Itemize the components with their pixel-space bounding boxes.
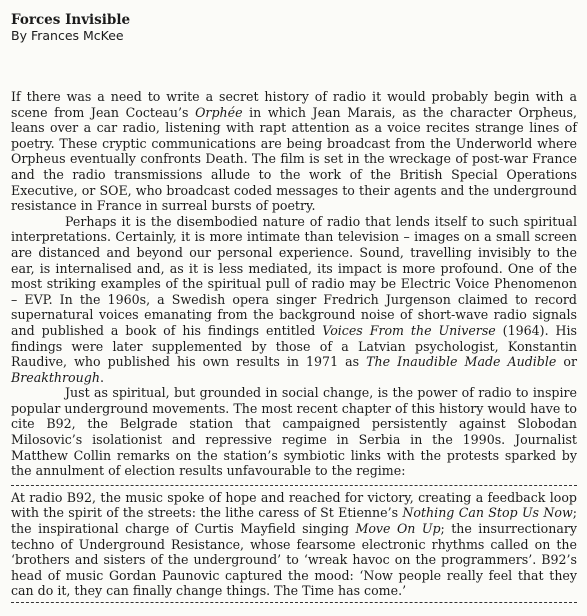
p3-text-a: Just as spiritual, but grounded in social change, is the power of radio to inspire popular underground movements. The most recent chapter of this history would have to cite B92, the Belgrade station that campaigned persistently against Slobodan Milosovic’s isolationist and repressive regime in Serbia in the 1990s. Journalist Matthew Collin remarks on the station’s symbiotic links with the protests sparked by the annulment of election results unfavourable to the regime: xyxy=(11,385,577,479)
p1-text-a: If there was a need to write a secret history of radio it would probably begin with a scene from Jean Cocteau’s xyxy=(11,89,577,120)
book-title-breakthrough: Breakthrough xyxy=(11,369,100,385)
book-title-voices: Voices From the Universe xyxy=(322,322,496,338)
film-title-orphee: Orphée xyxy=(195,104,243,120)
article xyxy=(11,12,577,603)
p2-text-e: or xyxy=(556,354,578,370)
p1-text-c: in which Jean Marais, as the character Orpheus, leans over a car radio, listening with rapt attention as a voice recites strange lines of poetry. These cryptic communications are being broadcast from the Underworld where Orpheus eventually confronts Death. The film is set in the wreckage of post-war France and the radio transmissions allude to the work of the British Special Operations Executive, or SOE, who broadcast coded messages to their agents and the underground resistance in France in surreal bursts of poetry. xyxy=(11,104,577,214)
song-title-move-on-up: Move On Up xyxy=(355,521,441,537)
article-title: Forces Invisible xyxy=(11,12,131,28)
p2-text-g: . xyxy=(99,369,104,385)
block-quote xyxy=(11,485,577,603)
paragraph-3 xyxy=(11,385,577,479)
p2-text-a: Perhaps it is the disembodied nature of radio that lends itself to such spiritual interpretations. Certainly, it is more intimate than television – images on a small screen are distanced and beyond our personal experience. Sound, travelling invisibly to the ear, is internalised and, as it is less mediated, its impact is more profound. One of the most striking examples of the spiritual pull of radio may be Electric Voice Phenomenon – EVP. In the 1960s, a Swedish opera singer Fredrich Jurgenson claimed to record supernatural voices emanating from the background noise of short-wave radio signals and published a book of his findings entitled xyxy=(11,213,577,338)
p2-text-c: (1964). His findings were later supplemented by those of a Latvian psychologist, Konstantin Raudive, who published his own results in 1971 as xyxy=(11,322,577,370)
article-body xyxy=(11,89,577,479)
quote-text-a: At radio B92, the music spoke of hope and reached for victory, creating a feedback loop with the spirit of the streets: the lithe caress of St Etienne’s xyxy=(11,489,577,521)
paragraph-2 xyxy=(11,214,577,386)
quote-text-c: ; the inspirational charge of Curtis Mayfield singing xyxy=(11,505,577,537)
quote-text-e: ; the insurrectionary techno of Underground Resistance, whose fearsome electronic rhythms called on the ‘brothers and sisters of the underground’ to ‘wreak havoc on the programmers’. B92’s head of music Gordan Paunovic captured the mood: ‘Now people really feel that they can do it, they can finally change things. The Time has come.’ xyxy=(11,521,577,599)
book-title-inaudible: The Inaudible Made Audible xyxy=(366,354,557,370)
article-byline: By Frances McKee xyxy=(11,28,124,43)
song-title-nothing-can-stop-us-now: Nothing Can Stop Us Now xyxy=(402,505,573,521)
paragraph-1 xyxy=(11,89,577,214)
